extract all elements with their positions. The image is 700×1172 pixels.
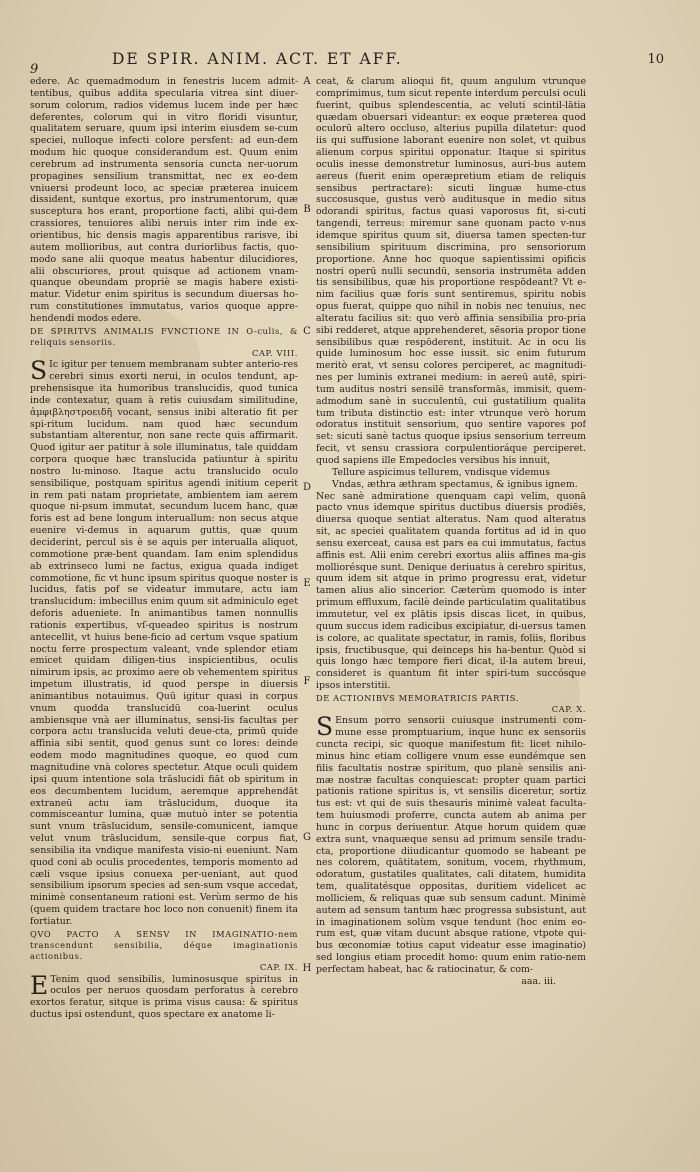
section-marker: D	[302, 482, 312, 493]
chapter-heading: QVO PACTO A SENSV IN IMAGINATIO-nem transcendunt sensibilia, déque imaginationis actionibus.	[30, 928, 298, 962]
verse-line: Tellure aspicimus tellurem, vndisque videmus	[332, 466, 551, 478]
verse-quotation	[316, 467, 586, 491]
paragraph: ETenim quod sensibilis, luminosusque spiritus in oculos per neruos quosdam perforatus à cerebro exortos feratur, sitque is prima visus causa: & spiritus ductus ipsi ostendunt, quos spectare ex anatome li-	[30, 970, 298, 1021]
left-column	[30, 76, 298, 1056]
folio-right: 10	[647, 52, 664, 67]
running-title: DE SPIR. ANIM. ACT. ET AFF.	[112, 50, 403, 68]
chapter-number: CAP. VIII.	[252, 348, 298, 359]
section-marker: A	[303, 76, 311, 87]
catchword: aaa. iii.	[521, 975, 556, 987]
running-header	[0, 50, 700, 77]
paragraph: ceat, & clarum alioqui fit, quum angulum vtrunque comprimimus, tum sicut repente interdum perculsi oculi fuerint, quibus splendescentia, ac veluti scintil-lātia quædam obuersari videantur: ex eoque præterea quod oculorū altero occluso, alterius pupilla dilatetur: quod iis qui suffusione laborant euenire non solet, vt quibus alienum corpus spiritui opponatur. Itaque si spiritus oculis inesse demonstretur luminosus, auri-bus autem aereus (fuerit enim operæpretium etiam de reliquis sensibus pertractare): sicuti linguæ hume-ctus succosusque, gustus verò auditusque in medio situs odorandi spiritus, factus quasi vaporosus fit, si-cuti tangendi, terreus: miremur sane quonam pacto v-nus idemque spiritus quum sit, diuersa tamen specten-tur sensibilium spirituum discrimina, pro sensoriorum proportione. Anne hoc quoque sapientissimi opificis nostri operū nulli secundū, sensoria instrumēta adden tis sensibilibus, quæ his proportione respōdeant? Vt e-nim facilius quæ foris sunt sentiremus, spiritu nobis opus fuerat, quippe quo nihil in nobis nec tenuius, nec alteratu facilius sit: quo verò affinia sensibilia pro-pria sibi redderet, atque apprehenderet, sēsoria propor tione sensibilibus quæ respōderent, instituit. Ac in ocu lis quide luminosum hoc esse iussit. sic enim futurum meritò erat, vt sensu colores perciperet, ac magnitudi-nes per luminis extranei medium: in aereū autē, spiri-tum auditus nostri sensilē transformās, immisit, quem-admodum sanè in succulentū, cui gustatilium qualita tum tributa distinctio est: inter vtrunque verò horum odoratus instituit sensorium, quo sentire vapores pof set: sicuti sanè tactus quoque ipsius sensorium terreum fecit, vt sensu crassiora corpulentioráque perciperet. quod sapiens ille Empedocles versibus his innuit,	[316, 76, 586, 466]
chapter-heading: DE ACTIONIBVS MEMORATRICIS PARTIS.	[316, 692, 520, 703]
section-marker: G	[303, 832, 311, 843]
paragraph: SEnsum porro sensorii cuiusque instrumenti com-mune esse promptuarium, inque hunc ex sensoriis cuncta recipi, sic quoque manifestum fit: licet nihilo-minus hinc etiam colligere vnum esse eundémque sen filis facultatis nostræ spiritum, quo planè sensilis ani-mæ nostræ facultas conquiescat: propter quam partici pationis ratione spiritus is, vt sensilis diceretur, sortiz tus est: vt qui de suis thesauris minimè valeat faculta-tem huiusmodi proferre, cuncta autem ab anima per hunc in corpus deriuentur. Atque horum quidem quæ extra sunt, vnaquæque sensu ad primum sensile tradu-cta, proportione diiudicantur quomodo se habeant pe nes colorem, quātitatem, sonitum, vocem, rhythmum, odoratum, gustatiles qualitates, cali ditatem, humidita tem, qualitatésque oppositas, duritiem videlicet ac molliciem, & reliquas quæ sub sensum cadunt. Minimè autem ad sensum tantum hæc progressa subsistunt, aut in imaginationem solùm vsque tendunt (hoc enim eo-rum est, quæ vitam ducunt absque ratione, vtpote qui-bus œconomiæ totius caput videatur esse imaginatio) sed longius etiam procedit homo: quum enim ratio-nem perfectam habeat, hac & ratiocinatur, & com-	[316, 712, 586, 975]
right-column	[316, 76, 586, 1056]
verse-line: Vndas, æthra æthram spectamus, & ignibus ignem.	[332, 478, 578, 490]
section-marker: E	[303, 578, 311, 589]
chapter-heading: DE SPIRITVS ANIMALIS FVNCTIONE IN O-culis, & reliquis sensoriis.	[30, 325, 298, 347]
paragraph: Nec sanè admiratione quenquam capi velim, quonā pacto vnus idemque spiritus ductibus diuersis prodiēs, diuersa quoque sentiat alteratus. Nam quod alteratus sit, ac speciei qualitatem quanda fortitus ad id in quo sensu exerceat, causa est pars ea cui immutatus, factus affinis est. Alii enim cerebri exortus aliis affines ma-gis molliorésque sunt. Denique deriuatus à cerebro spiritus, quum idem sit atque in primo progressu erat, videtur tamen alius alio sincerior. Cæterùm quomodo is inter primum effluxum, facilè deinde particulatim qualitatibus immutetur, vel ex plātis ipsis discas licet, in quibus, quum succus idem radicibus excipiatur, di-uersus tamen is colore, ac qualitate spectatur, in ramis, foliis, floribus ipsis, fructibusque, qui deinceps his ha-bentur. Quòd si quis longo hæc tempore fieri dicat, il-la autem breui, consideret is quantum fit inter spiri-tum succósque ipsos interstitii.	[316, 490, 586, 692]
paragraph: SIc igitur per tenuem membranam subter anterio-res cerebri sinus exorti nerui, in oculos tendunt, ap-prehensisque ita humoribus transluсidis, quod tunica inde contexatur, quam à retis cuiusdam similitudine, ἀμφιβληστροειδῆ vocant, sensus inibi alteratio fit per spi-ritum lucidum. nam quod hæc secundum substantiam alterentur, non sane recte quis affirmarit. Quod igitur aer patitur à sole illuminatus, tale quiddam corpora quoque hæc translucida patiuntur à spiritu nostro lu-minoso. Itaque actu translucido oculo sensibilique, postquam spiritus agendi initium ceperit in rem pati natam proprietate, ambientem iam aerem quoque ni-psum immutat, secundum lucem hanc, quæ foris est ad bene longum interuallum: non secus atque euenire vi-demus in aquarum guttis, quæ quum deciderint, percul sis è se aquis per interualla aliquot, commotione præ-bent quandam. Iam enim splendidus ab extrinseco lumi ne factus, exigua quada indiget commotione, fic vt hunc ipsum spiritus quoque noster is lucidus, fatis pof se videatur immutare, actu iam translucidum: imbecillus enim quum sit adminiculo eget deforis adueniete. In animantibus tamen nonnullis rationis expertibus, vſ-queadeo spiritus is nostrum antecellit, vt huius bene-ficio ad certum vsque spatium noctu ferre prospectum valeant, vnde splendor etiam emicet quidam diligen-tius inspicientibus, oculis nimirum ipsis, ac proximo aere ob vehementem spiritus impetum illustratis, id quod perspe in diuersis animantibus notauimus. Quū igitur quasi in corpus vnum quodda translucidū coa-luerint oculus ambiensque vnà aer illuminatus, sensi-lis facultas per corpora actu translucida veluti deue-cta, primū quide affinia sibi sentit, quod genus sunt co lores: deinde eodem modo magnitudines quoque, eo quod cum magnitudine vnà colores spectetur. Atque oculi quidem ipsi quum intentione sola trāslucidi fiāt ob spiritum in eos decumbentem lucidum, aeremque apprehendāt extraneū actu iam trāslucidum, duoque ita commisceantur lumina, quæ mutuò inter se potentia sunt vnum trāslucidum, sensile-comunicent, iamque velut vnum trāslucidum, sensile-que corpus fiat, sensibilia ita vndique manifesta visio-ni eueniunt. Nam quod coni ab oculis procedentes, temporis momento ad cæli vsque ipsius conuexa per-ueniant, aut quod sensibilium ipsorum species ad sen-sum vsque accedat, minimè consentaneum rationi est. Verùm sermo de his (quem quidem tractare hoc loco non conuenit) finem ita fortiatur.	[30, 356, 298, 927]
section-marker: H	[302, 963, 312, 974]
folio-left: 9	[30, 62, 39, 77]
paragraph: edere. Ac quemadmodum in fenestris lucem admit-tentibus, quibus addita specularia vitrea sint diuer-sorum colorum, radios videmus lucem inde per hæc deferentes, colorum qui in vitro floridi visuntur, qualitatem seruare, quum ipsi interim eiusdem se-cum speciei, nulloque infecti colore persfent: ad eun-dem modum hic quoque considerandum est. Quum enim cerebrum ad instrumenta sensoria cuncta ner-uorum propagines sensilium transmittat, nec ex eo-dem vniuersi prodeunt loco, ac speciæ præterea inuicem dissident, suntque exortus, pro instrumentorum, quæ suscepturа hos erant, proportione facti, alibi qui-dem crassiores, tenuiores alibi neruis inter rim inde ex-orientibus, hic densis magis apparentibus rarisve, ibi autem mollioribus, aut contra duriorlibus factis, quo-modo sane alii quoque meatus habentur dilucidiores, alii obscuriores, prout quisque ad actionem vnam-quanque obeundam propriè se magis habere existi-matur. Videtur enim spiritus is secundum diuersas ho-rum constitutiones immutatus, varios quoque appre-hendendi modos edere.	[30, 76, 298, 324]
chapter-number: CAP. X.	[551, 704, 586, 715]
section-marker: C	[303, 326, 311, 337]
section-marker: B	[303, 204, 311, 215]
section-marker: F	[303, 676, 311, 687]
section-markers	[298, 76, 316, 1056]
chapter-number: CAP. IX.	[259, 962, 298, 973]
